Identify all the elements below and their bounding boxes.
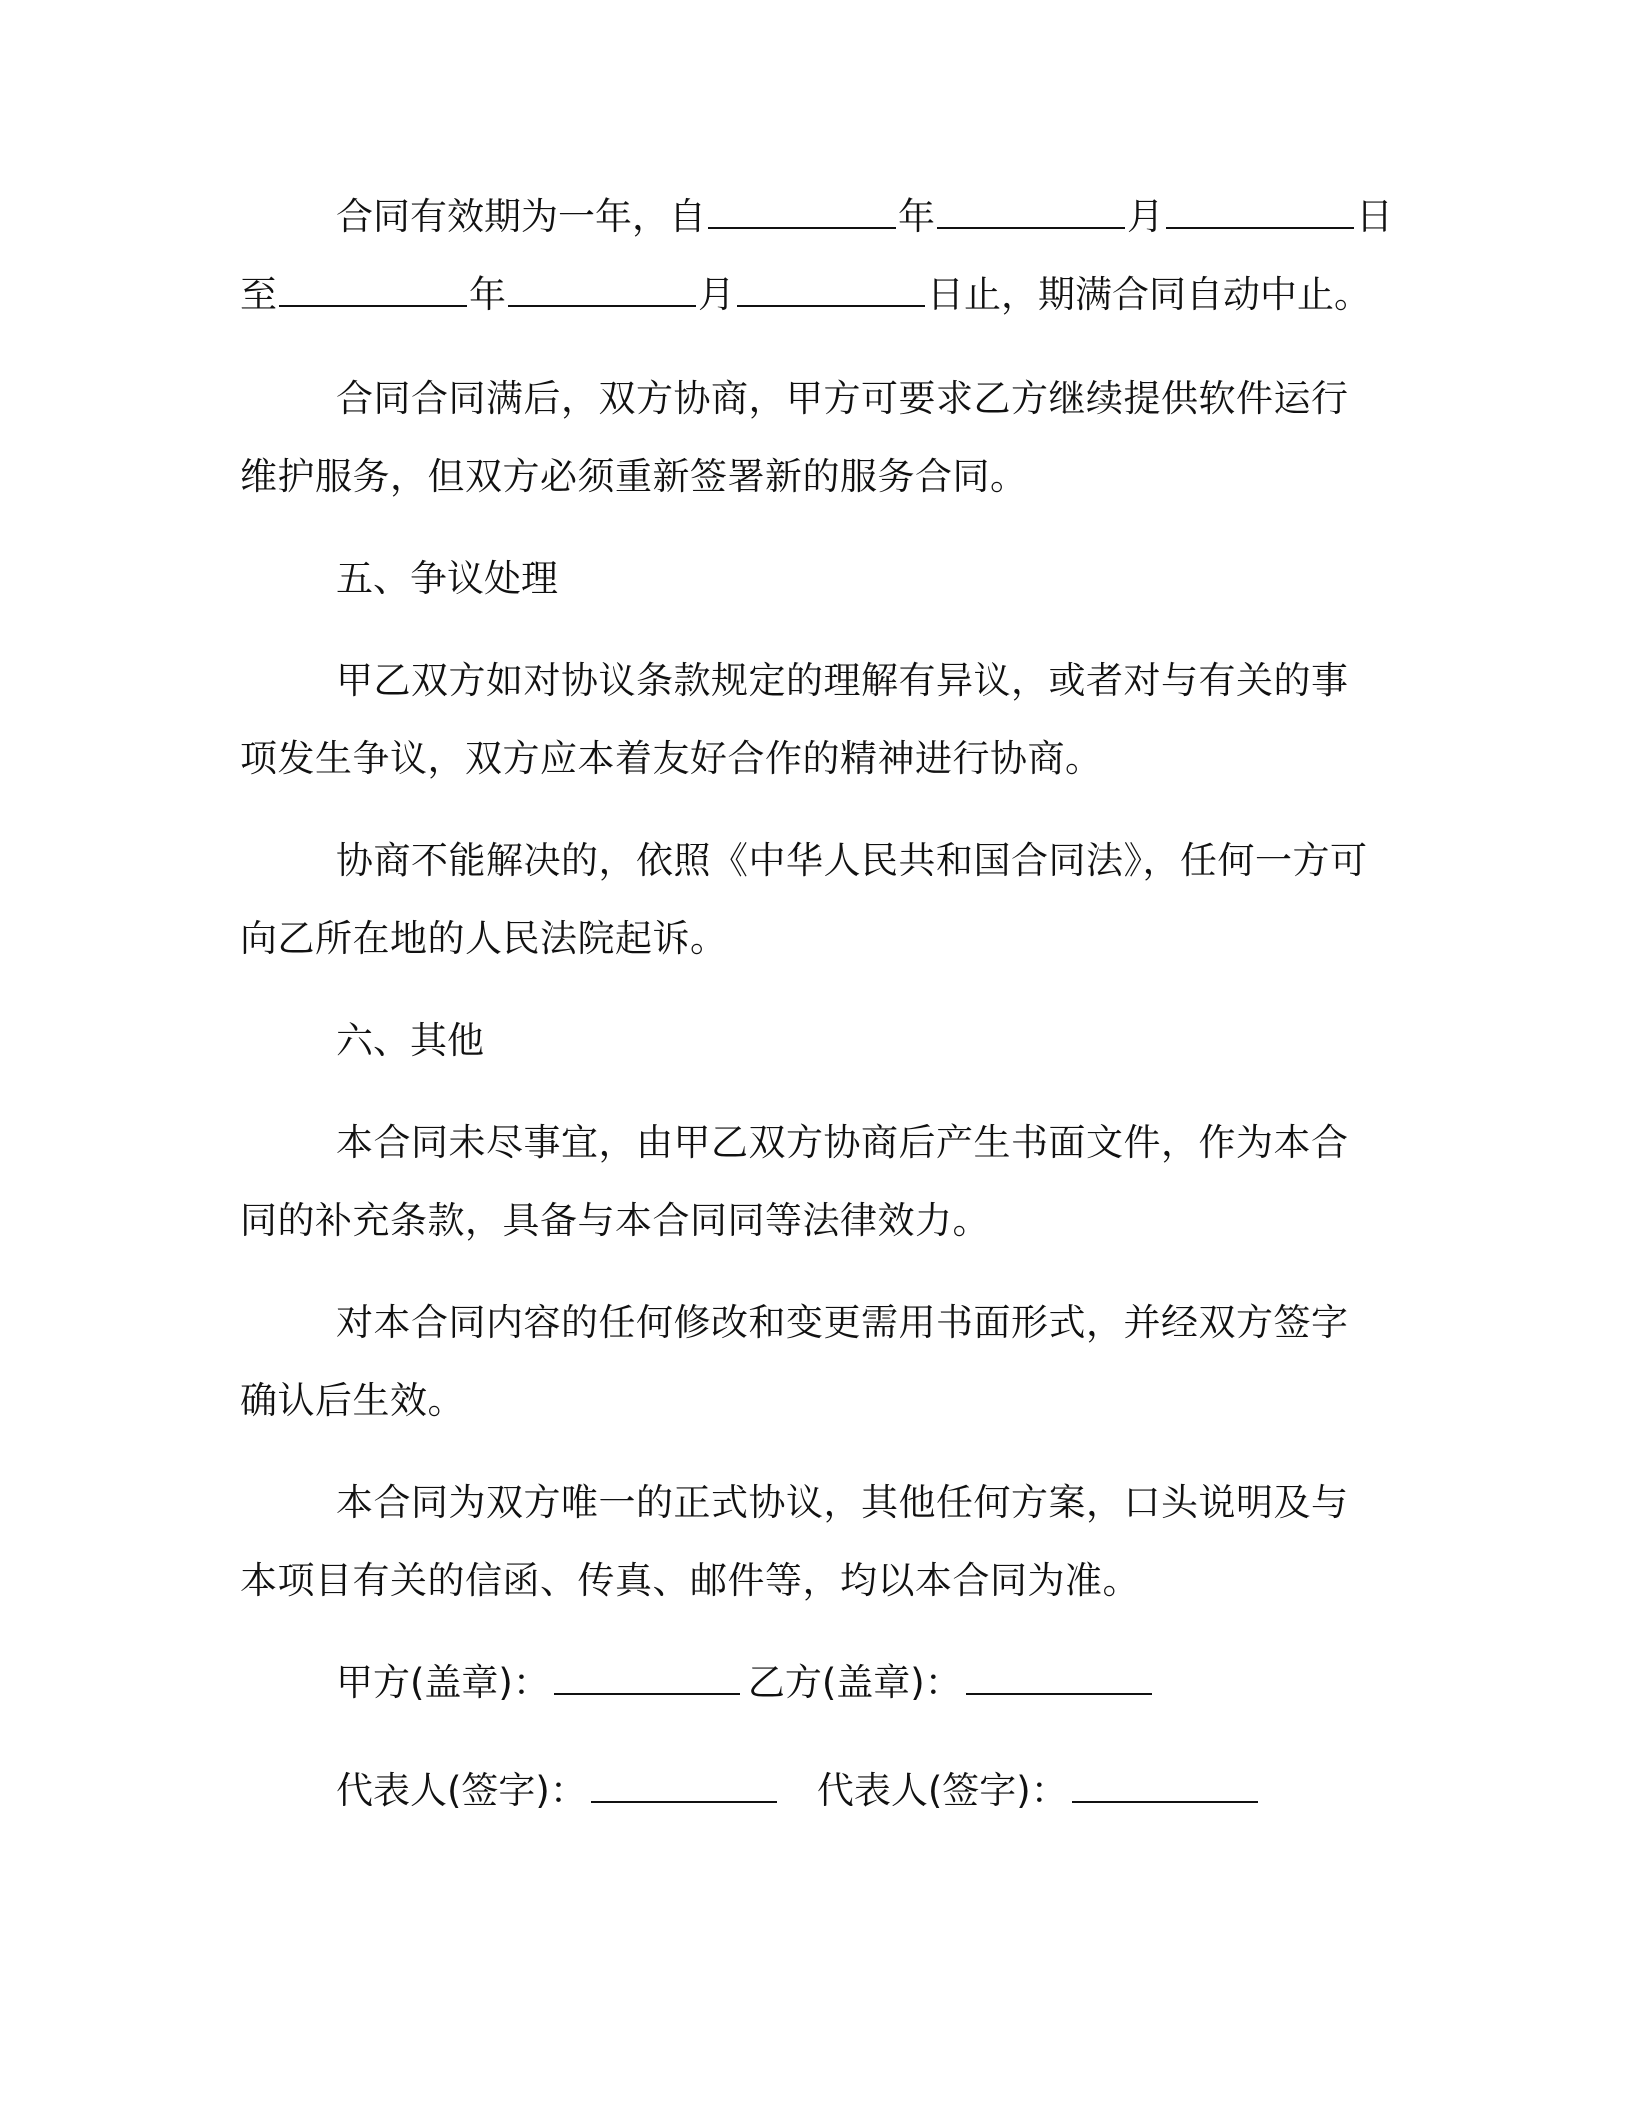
- seal-line: [240, 1644, 1370, 1722]
- year-label: 年: [898, 195, 935, 238]
- blank-month-end: [508, 301, 696, 307]
- renewal-paragraph: 合同合同满后，双方协商，甲方可要求乙方继续提供软件运行维护服务，但双方必须重新签署新的服务合同。: [240, 377, 1349, 498]
- blank-day-start: [1166, 223, 1354, 229]
- day-label: 日: [1356, 195, 1393, 238]
- section-5-paragraph-1: 甲乙双方如对协议条款规定的理解有异议，或者对与有关的事项发生争议，双方应本着友好合作的精神进行协商。: [240, 659, 1349, 780]
- year-label-end: 年: [469, 273, 506, 316]
- section-5-paragraph-2: 协商不能解决的，依照《中华人民共和国合同法》，任何一方可向乙所在地的人民法院起诉。: [240, 839, 1368, 960]
- rep-a-blank: [591, 1797, 777, 1803]
- party-b-seal-label: 乙方(盖章)：: [747, 1661, 962, 1704]
- month-label-end: 月: [698, 273, 735, 316]
- blank-month-start: [937, 223, 1125, 229]
- party-b-seal-blank: [966, 1689, 1152, 1695]
- validity-line-2: [240, 256, 1370, 334]
- validity-text: 合同有效期为一年，自: [336, 195, 706, 238]
- blank-year-end: [279, 301, 467, 307]
- section-6-paragraph-1: 本合同未尽事宜，由甲乙双方协商后产生书面文件，作为本合同的补充条款，具备与本合同同等法律效力。: [240, 1121, 1349, 1242]
- validity-end-text: 日止，期满合同自动中止。: [927, 273, 1371, 316]
- validity-line-1: [240, 178, 1393, 256]
- section-5-heading: 五、争议处理: [336, 557, 558, 600]
- party-a-seal-blank: [554, 1689, 740, 1695]
- representative-line: [240, 1752, 1370, 1830]
- month-label: 月: [1127, 195, 1164, 238]
- party-a-seal-label: 甲方(盖章)：: [336, 1661, 550, 1704]
- to-label: 至: [240, 273, 277, 316]
- blank-day-end: [737, 301, 925, 307]
- blank-year-start: [708, 223, 896, 229]
- rep-b-blank: [1072, 1797, 1258, 1803]
- section-6-heading: 六、其他: [336, 1019, 484, 1062]
- section-6-paragraph-2: 对本合同内容的任何修改和变更需用书面形式，并经双方签字确认后生效。: [240, 1301, 1349, 1422]
- rep-a-label: 代表人(签字)：: [336, 1769, 587, 1812]
- rep-b-label: 代表人(签字)：: [816, 1769, 1068, 1812]
- section-6-paragraph-3: 本合同为双方唯一的正式协议，其他任何方案，口头说明及与本项目有关的信函、传真、邮件等，均以本合同为准。: [240, 1481, 1349, 1602]
